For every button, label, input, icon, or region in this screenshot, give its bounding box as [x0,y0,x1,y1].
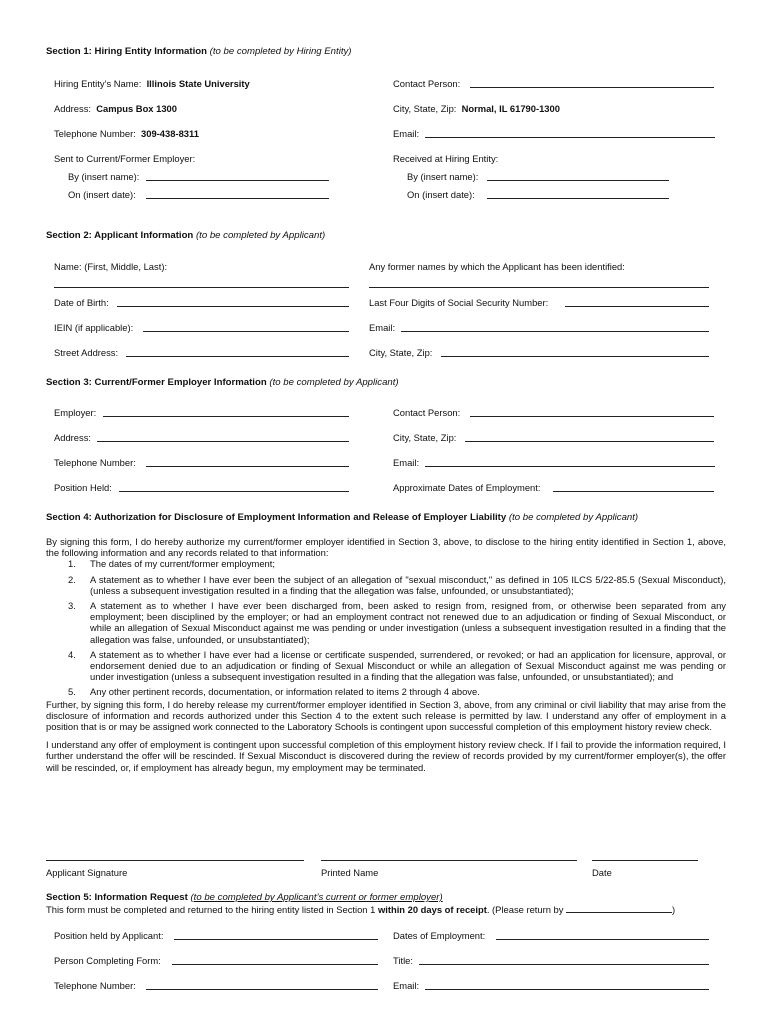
hiring-entity-phone-value: 309-438-8311 [141,128,199,139]
position-by-applicant-label: Position held by Applicant: [54,930,164,941]
position-by-applicant-field[interactable] [174,939,378,940]
hiring-entity-phone: Telephone Number: 309-438-8311 [54,128,199,139]
completer-phone-label: Telephone Number: [54,980,136,991]
section-3-title: Section 3: Current/Former Employer Information (to be completed by Applicant) [46,377,399,388]
hiring-entity-name-value: Illinois State University [146,78,250,89]
list-item: 1. The dates of my current/former employment; [68,558,275,570]
title-field[interactable] [419,964,709,965]
section-5-note: (to be completed by Applicant’s current or former employer) [190,892,443,903]
understand-paragraph: I understand any offer of employment is contingent upon successful completion of this employment history review check. If I fail to provide the information required, I further understand the offer will be rescinded. If Sexual Misconduct is discovered during the review of records provided by my current/former employer(s), the offer will be rescinded, or, if employment has already begun, my employment may be terminated. [46,739,726,773]
authorization-paragraph [46,536,726,773]
applicant-city-field[interactable] [441,356,709,357]
list-item: 3. A statement as to whether I have ever been discharged from, been asked to resign from, resigned from, or otherwise been separated from any employment; been disciplined by the employer; or had an employment contract not renewed due to an adjudication or finding of Sexual Misconduct, or while an allegation of Sexual Misconduct against me was pending or under investigation (unless a subsequent investigation resulted in a finding that the allegation was false, unfounded, or unsubstantiated); [68,600,726,645]
former-names-field[interactable] [369,287,709,288]
former-names-label: Any former names by which the Applicant has been identified: [369,261,625,272]
ssn-label: Last Four Digits of Social Security Number: [369,297,549,308]
received-label: Received at Hiring Entity: [393,153,499,164]
employer-field[interactable] [103,416,349,417]
section-3-note: (to be completed by Applicant) [269,377,399,388]
contact-person-field[interactable] [470,87,714,88]
applicant-name-label: Name: (First, Middle, Last): [54,261,168,272]
employer-contact-label: Contact Person: [393,407,461,418]
approx-dates-field[interactable] [553,491,714,492]
hiring-entity-city-value: Normal, IL 61790-1300 [461,103,560,114]
iein-label: IEIN (if applicable): [54,322,134,333]
employer-contact-field[interactable] [470,416,714,417]
applicant-email-field[interactable] [401,331,709,332]
printed-name-field[interactable] [321,860,577,861]
sent-on-field[interactable] [146,198,329,199]
iein-field[interactable] [143,331,349,332]
section-1-note: (to be completed by Hiring Entity) [209,46,352,57]
received-by-field[interactable] [487,180,669,181]
hiring-entity-name: Hiring Entity’s Name: Illinois State University [54,78,250,89]
person-completing-label: Person Completing Form: [54,955,161,966]
dates-of-employment-label: Dates of Employment: [393,930,486,941]
return-by-field[interactable] [566,903,672,913]
person-completing-field[interactable] [172,964,378,965]
position-held-label: Position Held: [54,482,112,493]
title-label: Title: [393,955,413,966]
street-label: Street Address: [54,347,119,358]
section-4-title: Section 4: Authorization for Disclosure of Employment Information and Release of Employer Liability (to be completed by Applicant) [46,512,639,523]
contact-person-label: Contact Person: [393,78,461,89]
employer-email-field[interactable] [425,466,715,467]
employer-city-label: City, State, Zip: [393,432,457,443]
list-item: 5. Any other pertinent records, documentation, or information related to items 2 through 4 above. [68,686,480,698]
section-5-instructions: This form must be completed and returned to the hiring entity listed in Section 1 within 20 days of receipt. (Please return by ) [46,904,676,915]
employer-phone-field[interactable] [146,466,349,467]
list-item: 4. A statement as to whether I have ever had a license or certificate suspended, surrendered, or revoked; or had an application for licensure, approval, or endorsement denied due to an adjudication or finding of Sexual Misconduct or while an allegation of Sexual Misconduct against me was pending or under investigation (unless a subsequent investigation resulted in a finding that the allegation was false, unfounded, or unsubstantiated); and [68,648,726,683]
completer-phone-field[interactable] [146,989,378,990]
section-1-title: Section 1: Hiring Entity Information (to be completed by Hiring Entity) [46,46,352,57]
section-4-note: (to be completed by Applicant) [508,512,639,523]
applicant-email-label: Email: [369,322,396,333]
street-field[interactable] [126,356,349,357]
deadline-text: within 20 days of receipt [377,904,487,915]
date-label: Date [592,867,612,878]
signature-field[interactable] [46,860,304,861]
section-5-title: Section 5: Information Request (to be completed by Applicant’s current or former employer) [46,892,443,903]
sent-by-field[interactable] [146,180,329,181]
employer-city-field[interactable] [465,441,714,442]
applicant-name-field[interactable] [54,287,349,288]
disclosure-list [46,558,726,697]
email-field[interactable] [425,137,715,138]
employer-phone-label: Telephone Number: [54,457,136,468]
sent-by-label: By (insert name): [68,171,140,182]
dates-of-employment-field[interactable] [496,939,709,940]
printed-name-label: Printed Name [321,867,379,878]
position-held-field[interactable] [119,491,349,492]
applicant-city-label: City, State, Zip: [369,347,433,358]
completer-email-label: Email: [393,980,420,991]
employer-email-label: Email: [393,457,420,468]
ssn-field[interactable] [565,306,709,307]
dob-label: Date of Birth: [54,297,109,308]
employer-label: Employer: [54,407,97,418]
hiring-entity-address-value: Campus Box 1300 [96,103,177,114]
employer-address-field[interactable] [97,441,349,442]
completer-email-field[interactable] [425,989,709,990]
employer-address-label: Address: [54,432,91,443]
hiring-entity-address: Address: Campus Box 1300 [54,103,177,114]
authorization-intro: By signing this form, I do hereby authorize my current/former employer identified in Section 3, above, to disclose to the hiring entity identified in Section 1, above, the following information and any records related to that information: [46,536,726,559]
hiring-entity-city: City, State, Zip: Normal, IL 61790-1300 [393,103,560,114]
sent-to-employer-label: Sent to Current/Former Employer: [54,153,196,164]
list-item: 2. A statement as to whether I have ever been the subject of an allegation of "sexual misconduct," as defined in 105 ILCS 5/22-85.5 (Sexual Misconduct), (unless a subsequent investigation resulted in a finding that the allegation was false, unfounded, or unsubstantiated); [68,573,726,596]
date-field[interactable] [592,860,698,861]
received-on-label: On (insert date): [407,189,475,200]
sent-on-label: On (insert date): [68,189,136,200]
section-2-note: (to be completed by Applicant) [195,230,326,241]
received-on-field[interactable] [487,198,669,199]
dob-field[interactable] [117,306,349,307]
release-paragraph: Further, by signing this form, I do hereby release my current/former employer identified in Section 3, above, from any criminal or civil liability that may arise from the disclosure of information and records authorized under this Section 4 to the extent such release is permitted by law. I understand any offer of employment in a position that is or may be assigned work connected to the Laboratory Schools is contingent upon successful completion of this employment history review check. [46,698,726,733]
section-2-title: Section 2: Applicant Information (to be completed by Applicant) [46,230,326,241]
email-label: Email: [393,128,420,139]
signature-label: Applicant Signature [46,867,128,878]
received-by-label: By (insert name): [407,171,479,182]
approx-dates-label: Approximate Dates of Employment: [393,482,541,493]
